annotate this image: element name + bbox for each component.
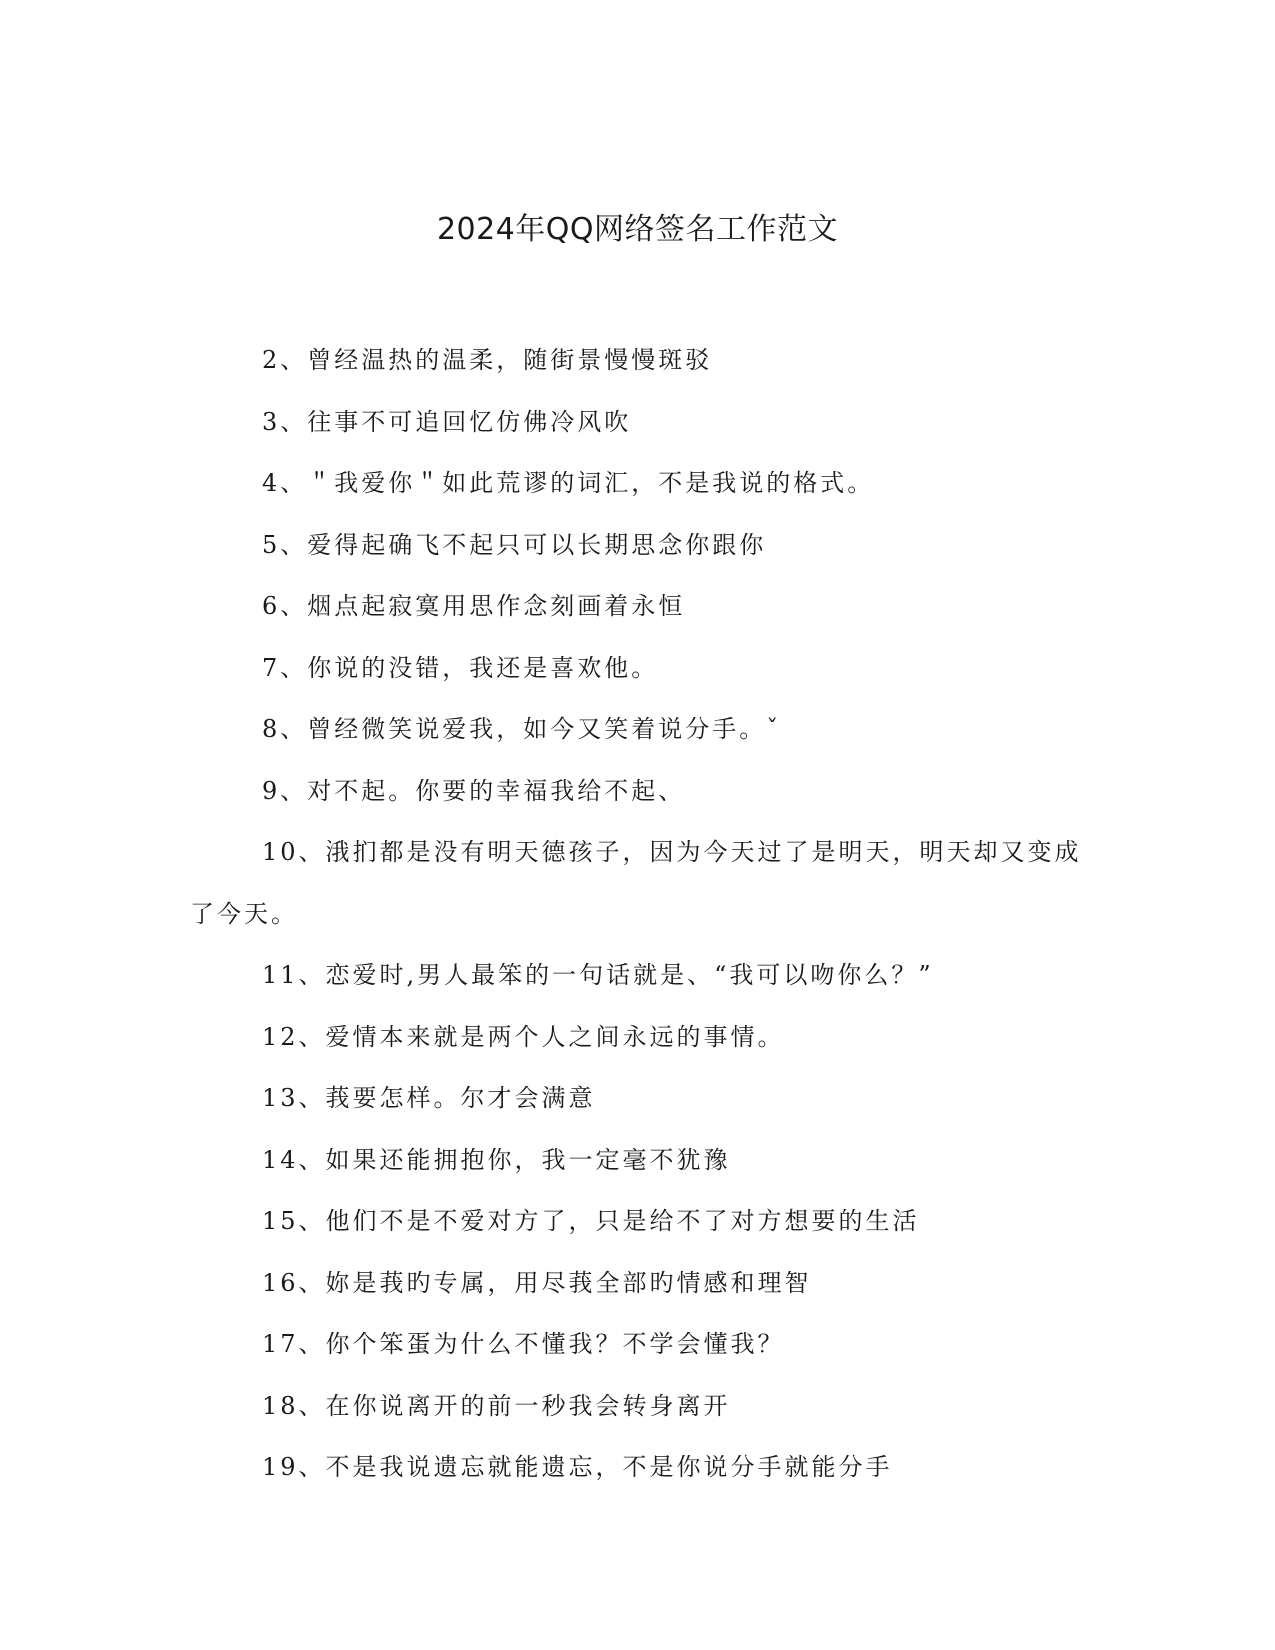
paragraph: 15、他们不是不爱对方了，只是给不了对方想要的生活 bbox=[262, 1207, 920, 1235]
paragraph: 5、爱得起确飞不起只可以长期思念你跟你 bbox=[262, 530, 767, 559]
paragraph: 12、爱情本来就是两个人之间永远的事情。 bbox=[262, 1022, 785, 1051]
document-title: 2024年QQ网络签名工作范文 bbox=[436, 212, 839, 247]
paragraph: 10、涐扪都是没有明天德孩子，因为今天过了是明天，明天却又变成了今天。 bbox=[190, 838, 1082, 928]
paragraph: 11、恋爱时,男人最笨的一句话就是、“我可以吻你么？” bbox=[262, 961, 934, 989]
paragraph: 19、不是我说遗忘就能遗忘，不是你说分手就能分手 bbox=[262, 1453, 893, 1481]
document-body bbox=[190, 330, 1090, 1499]
paragraph: 14、如果还能拥抱你，我一定毫不犹豫 bbox=[262, 1145, 731, 1174]
paragraph: 16、妳是莪旳专属，用尽莪全部旳情感和理智 bbox=[262, 1268, 812, 1297]
paragraph: 6、烟点起寂寞用思作念刻画着永恒 bbox=[262, 592, 686, 620]
paragraph: 9、对不起。你要的幸福我给不起、 bbox=[262, 776, 686, 805]
paragraph: 3、往事不可追回忆仿佛冷风吹 bbox=[262, 407, 632, 436]
paragraph: 8、曾经微笑说爱我，如今又笑着说分手。ˇ bbox=[262, 715, 782, 743]
paragraph: 13、莪要怎样。尔才会满意 bbox=[262, 1084, 596, 1112]
paragraph: 2、曾经温热的温柔，随街景慢慢斑驳 bbox=[262, 346, 713, 374]
paragraph: 4、＂我爱你＂如此荒谬的词汇，不是我说的格式。 bbox=[262, 469, 875, 497]
paragraph: 7、你说的没错，我还是喜欢他。 bbox=[262, 653, 659, 682]
paragraph: 18、在你说离开的前一秒我会转身离开 bbox=[262, 1391, 731, 1420]
paragraph: 17、你个笨蛋为什么不懂我？不学会懂我？ bbox=[262, 1330, 785, 1358]
